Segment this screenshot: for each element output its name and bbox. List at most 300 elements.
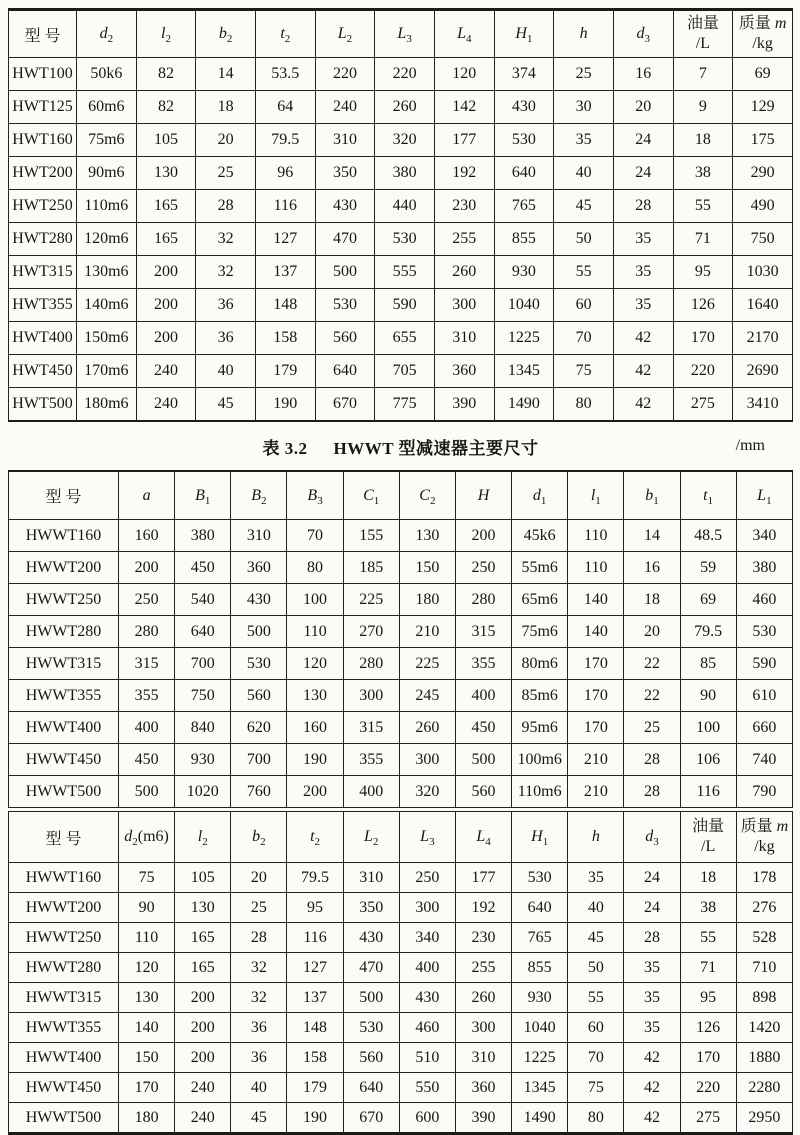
value-cell: 148 (255, 289, 315, 322)
value-cell: 158 (255, 322, 315, 355)
value-cell: 620 (231, 712, 287, 744)
value-cell: 95 (680, 983, 736, 1013)
value-cell: 140 (568, 616, 624, 648)
value-cell: 69 (733, 58, 793, 91)
value-cell: 250 (455, 552, 511, 584)
value-cell: 500 (343, 983, 399, 1013)
hwt-dimensions-table (8, 8, 793, 422)
value-cell: 240 (136, 355, 196, 388)
value-cell: 260 (434, 256, 494, 289)
value-cell: 32 (231, 953, 287, 983)
value-cell: 185 (343, 552, 399, 584)
value-cell: 355 (343, 744, 399, 776)
column-header: h (554, 10, 614, 58)
value-cell: 35 (613, 256, 673, 289)
table-row (9, 157, 793, 190)
value-cell: 380 (736, 552, 792, 584)
value-cell: 898 (736, 983, 792, 1013)
value-cell: 32 (231, 983, 287, 1013)
model-cell: HWWT450 (9, 744, 119, 776)
value-cell: 400 (119, 712, 175, 744)
value-cell: 528 (736, 923, 792, 953)
value-cell: 560 (315, 322, 375, 355)
value-cell: 20 (613, 91, 673, 124)
table-row (9, 1013, 793, 1043)
table-caption-strip (8, 422, 793, 470)
value-cell: 240 (315, 91, 375, 124)
value-cell: 220 (375, 58, 435, 91)
header-row (9, 10, 793, 58)
value-cell: 170 (568, 680, 624, 712)
value-cell: 179 (255, 355, 315, 388)
value-cell: 140 (568, 584, 624, 616)
value-cell: 16 (624, 552, 680, 584)
value-cell: 200 (455, 520, 511, 552)
value-cell: 170 (673, 322, 733, 355)
value-cell: 130 (287, 680, 343, 712)
value-cell: 170 (680, 1043, 736, 1073)
value-cell: 120m6 (77, 223, 137, 256)
value-cell: 3410 (733, 388, 793, 422)
value-cell: 430 (399, 983, 455, 1013)
value-cell: 220 (315, 58, 375, 91)
value-cell: 440 (375, 190, 435, 223)
value-cell: 790 (736, 776, 792, 808)
value-cell: 2280 (736, 1073, 792, 1103)
value-cell: 140 (119, 1013, 175, 1043)
model-cell: HWT250 (9, 190, 77, 223)
value-cell: 765 (494, 190, 554, 223)
value-cell: 42 (613, 355, 673, 388)
value-cell: 126 (680, 1013, 736, 1043)
value-cell: 700 (231, 744, 287, 776)
column-header: $l_2$ (175, 812, 231, 863)
value-cell: 1640 (733, 289, 793, 322)
table-row (9, 1073, 793, 1103)
table-row (9, 256, 793, 289)
value-cell: 840 (175, 712, 231, 744)
value-cell: 60 (554, 289, 614, 322)
value-cell: 350 (343, 893, 399, 923)
value-cell: 610 (736, 680, 792, 712)
table-row (9, 1103, 793, 1134)
value-cell: 36 (231, 1013, 287, 1043)
value-cell: 360 (455, 1073, 511, 1103)
value-cell: 430 (231, 584, 287, 616)
value-cell: 20 (196, 124, 256, 157)
value-cell: 340 (399, 923, 455, 953)
value-cell: 590 (375, 289, 435, 322)
value-cell: 200 (175, 1013, 231, 1043)
value-cell: 315 (343, 712, 399, 744)
value-cell: 710 (736, 953, 792, 983)
value-cell: 220 (673, 355, 733, 388)
column-header: $B_3$ (287, 471, 343, 520)
value-cell: 230 (434, 190, 494, 223)
column-header: $t_1$ (680, 471, 736, 520)
table-row (9, 355, 793, 388)
value-cell: 155 (343, 520, 399, 552)
value-cell: 79.5 (287, 863, 343, 893)
value-cell: 100m6 (512, 744, 568, 776)
value-cell: 500 (231, 616, 287, 648)
value-cell: 240 (175, 1073, 231, 1103)
model-cell: HWWT280 (9, 616, 119, 648)
value-cell: 69 (680, 584, 736, 616)
value-cell: 310 (315, 124, 375, 157)
value-cell: 2690 (733, 355, 793, 388)
value-cell: 120 (119, 953, 175, 983)
value-cell: 24 (624, 893, 680, 923)
value-cell: 315 (119, 648, 175, 680)
value-cell: 640 (512, 893, 568, 923)
model-cell: HWT355 (9, 289, 77, 322)
value-cell: 165 (175, 953, 231, 983)
model-cell: HWT450 (9, 355, 77, 388)
column-header: $t_2$ (255, 10, 315, 58)
value-cell: 40 (554, 157, 614, 190)
value-cell: 190 (287, 1103, 343, 1134)
value-cell: 36 (231, 1043, 287, 1073)
value-cell: 855 (494, 223, 554, 256)
value-cell: 230 (455, 923, 511, 953)
value-cell: 200 (136, 289, 196, 322)
value-cell: 129 (733, 91, 793, 124)
column-header: $L_4$ (455, 812, 511, 863)
value-cell: 116 (287, 923, 343, 953)
value-cell: 400 (343, 776, 399, 808)
value-cell: 560 (231, 680, 287, 712)
column-header: 油量 /L (680, 812, 736, 863)
value-cell: 210 (568, 744, 624, 776)
value-cell: 82 (136, 91, 196, 124)
value-cell: 142 (434, 91, 494, 124)
column-header: $C_1$ (343, 471, 399, 520)
value-cell: 130m6 (77, 256, 137, 289)
value-cell: 75 (568, 1073, 624, 1103)
value-cell: 140m6 (77, 289, 137, 322)
value-cell: 60m6 (77, 91, 137, 124)
value-cell: 555 (375, 256, 435, 289)
value-cell: 190 (255, 388, 315, 422)
value-cell: 82 (136, 58, 196, 91)
value-cell: 260 (399, 712, 455, 744)
value-cell: 300 (343, 680, 399, 712)
value-cell: 1420 (736, 1013, 792, 1043)
value-cell: 240 (175, 1103, 231, 1134)
column-header: $d_3$ (613, 10, 673, 58)
value-cell: 42 (613, 322, 673, 355)
model-cell: HWWT315 (9, 648, 119, 680)
value-cell: 315 (455, 616, 511, 648)
value-cell: 340 (736, 520, 792, 552)
value-cell: 28 (624, 923, 680, 953)
value-cell: 9 (673, 91, 733, 124)
value-cell: 116 (680, 776, 736, 808)
value-cell: 160 (287, 712, 343, 744)
value-cell: 120 (287, 648, 343, 680)
header-row (9, 471, 793, 520)
value-cell: 765 (512, 923, 568, 953)
value-cell: 20 (624, 616, 680, 648)
value-cell: 110m6 (512, 776, 568, 808)
value-cell: 165 (136, 223, 196, 256)
value-cell: 24 (613, 124, 673, 157)
value-cell: 530 (494, 124, 554, 157)
value-cell: 90m6 (77, 157, 137, 190)
value-cell: 175 (733, 124, 793, 157)
value-cell: 255 (455, 953, 511, 983)
table-row (9, 863, 793, 893)
value-cell: 760 (231, 776, 287, 808)
value-cell: 45 (568, 923, 624, 953)
value-cell: 28 (624, 744, 680, 776)
value-cell: 1040 (494, 289, 554, 322)
value-cell: 148 (287, 1013, 343, 1043)
model-cell: HWWT500 (9, 776, 119, 808)
model-cell: HWWT315 (9, 983, 119, 1013)
model-cell: HWWT200 (9, 893, 119, 923)
value-cell: 530 (375, 223, 435, 256)
model-cell: HWWT400 (9, 1043, 119, 1073)
value-cell: 42 (624, 1043, 680, 1073)
value-cell: 560 (343, 1043, 399, 1073)
value-cell: 18 (673, 124, 733, 157)
value-cell: 470 (343, 953, 399, 983)
value-cell: 170 (119, 1073, 175, 1103)
model-cell: HWT100 (9, 58, 77, 91)
model-cell: HWT315 (9, 256, 77, 289)
value-cell: 192 (434, 157, 494, 190)
value-cell: 100 (680, 712, 736, 744)
value-cell: 130 (399, 520, 455, 552)
value-cell: 38 (680, 893, 736, 923)
value-cell: 460 (736, 584, 792, 616)
value-cell: 310 (343, 863, 399, 893)
value-cell: 105 (136, 124, 196, 157)
column-header: 型 号 (9, 471, 119, 520)
value-cell: 53.5 (255, 58, 315, 91)
column-header: 质量 m /kg (736, 812, 792, 863)
value-cell: 18 (196, 91, 256, 124)
value-cell: 705 (375, 355, 435, 388)
value-cell: 35 (554, 124, 614, 157)
value-cell: 45k6 (512, 520, 568, 552)
value-cell: 22 (624, 648, 680, 680)
value-cell: 220 (680, 1073, 736, 1103)
value-cell: 70 (554, 322, 614, 355)
table-row (9, 190, 793, 223)
value-cell: 500 (455, 744, 511, 776)
value-cell: 106 (680, 744, 736, 776)
value-cell: 670 (343, 1103, 399, 1134)
value-cell: 250 (399, 863, 455, 893)
value-cell: 460 (399, 1013, 455, 1043)
value-cell: 45 (231, 1103, 287, 1134)
table-row (9, 953, 793, 983)
value-cell: 59 (680, 552, 736, 584)
value-cell: 35 (613, 289, 673, 322)
value-cell: 225 (343, 584, 399, 616)
value-cell: 25 (624, 712, 680, 744)
value-cell: 100 (287, 584, 343, 616)
value-cell: 55 (680, 923, 736, 953)
value-cell: 42 (624, 1073, 680, 1103)
value-cell: 1490 (512, 1103, 568, 1134)
column-header: $l_1$ (568, 471, 624, 520)
value-cell: 28 (196, 190, 256, 223)
hwwt-shaft-dimensions-table (8, 811, 793, 1135)
value-cell: 380 (375, 157, 435, 190)
table-row (9, 388, 793, 422)
value-cell: 490 (733, 190, 793, 223)
column-header: $H_1$ (494, 10, 554, 58)
value-cell: 38 (673, 157, 733, 190)
value-cell: 640 (343, 1073, 399, 1103)
value-cell: 79.5 (680, 616, 736, 648)
value-cell: 150 (119, 1043, 175, 1073)
value-cell: 470 (315, 223, 375, 256)
column-header: $d_3$ (624, 812, 680, 863)
value-cell: 60 (568, 1013, 624, 1043)
table-row (9, 893, 793, 923)
column-header: $L_3$ (399, 812, 455, 863)
table-row (9, 58, 793, 91)
value-cell: 1020 (175, 776, 231, 808)
value-cell: 374 (494, 58, 554, 91)
value-cell: 590 (736, 648, 792, 680)
column-header: 型 号 (9, 10, 77, 58)
value-cell: 200 (136, 256, 196, 289)
value-cell: 640 (175, 616, 231, 648)
value-cell: 150 (399, 552, 455, 584)
unit-label: /mm (735, 437, 765, 454)
value-cell: 180m6 (77, 388, 137, 422)
value-cell: 32 (196, 256, 256, 289)
value-cell: 7 (673, 58, 733, 91)
value-cell: 137 (255, 256, 315, 289)
column-header: $l_2$ (136, 10, 196, 58)
value-cell: 192 (455, 893, 511, 923)
model-cell: HWWT200 (9, 552, 119, 584)
value-cell: 14 (624, 520, 680, 552)
value-cell: 116 (255, 190, 315, 223)
model-cell: HWWT160 (9, 863, 119, 893)
value-cell: 25 (231, 893, 287, 923)
value-cell: 24 (624, 863, 680, 893)
table-row (9, 648, 793, 680)
value-cell: 40 (568, 893, 624, 923)
table-row (9, 552, 793, 584)
value-cell: 280 (119, 616, 175, 648)
value-cell: 240 (136, 388, 196, 422)
value-cell: 1030 (733, 256, 793, 289)
value-cell: 300 (455, 1013, 511, 1043)
column-header: $H_1$ (512, 812, 568, 863)
value-cell: 170m6 (77, 355, 137, 388)
table-title: HWWT 型减速器主要尺寸 (333, 438, 539, 458)
value-cell: 18 (680, 863, 736, 893)
value-cell: 640 (494, 157, 554, 190)
model-cell: HWWT500 (9, 1103, 119, 1134)
value-cell: 360 (434, 355, 494, 388)
value-cell: 500 (119, 776, 175, 808)
value-cell: 55 (568, 983, 624, 1013)
value-cell: 90 (680, 680, 736, 712)
value-cell: 50 (554, 223, 614, 256)
model-cell: HWWT355 (9, 680, 119, 712)
table-row (9, 744, 793, 776)
value-cell: 160 (119, 520, 175, 552)
column-header: $d_2(m6)$ (119, 812, 175, 863)
value-cell: 48.5 (680, 520, 736, 552)
model-cell: HWWT450 (9, 1073, 119, 1103)
value-cell: 105 (175, 863, 231, 893)
value-cell: 64 (255, 91, 315, 124)
value-cell: 750 (175, 680, 231, 712)
value-cell: 50 (568, 953, 624, 983)
column-header: 型 号 (9, 812, 119, 863)
value-cell: 400 (455, 680, 511, 712)
value-cell: 200 (175, 983, 231, 1013)
column-header: $b_2$ (196, 10, 256, 58)
model-cell: HWWT250 (9, 923, 119, 953)
value-cell: 65m6 (512, 584, 568, 616)
value-cell: 16 (613, 58, 673, 91)
table-row (9, 712, 793, 744)
value-cell: 28 (231, 923, 287, 953)
model-cell: HWT200 (9, 157, 77, 190)
value-cell: 200 (175, 1043, 231, 1073)
value-cell: 79.5 (255, 124, 315, 157)
model-cell: HWWT250 (9, 584, 119, 616)
value-cell: 260 (455, 983, 511, 1013)
value-cell: 1345 (494, 355, 554, 388)
value-cell: 71 (680, 953, 736, 983)
value-cell: 660 (736, 712, 792, 744)
column-header: 油量 /L (673, 10, 733, 58)
value-cell: 120 (434, 58, 494, 91)
table-row (9, 584, 793, 616)
value-cell: 2170 (733, 322, 793, 355)
table-row (9, 923, 793, 953)
value-cell: 55m6 (512, 552, 568, 584)
model-cell: HWWT160 (9, 520, 119, 552)
value-cell: 225 (399, 648, 455, 680)
value-cell: 170 (568, 712, 624, 744)
value-cell: 550 (399, 1073, 455, 1103)
value-cell: 28 (613, 190, 673, 223)
model-cell: HWWT355 (9, 1013, 119, 1043)
value-cell: 25 (196, 157, 256, 190)
column-header: $L_2$ (343, 812, 399, 863)
column-header: $t_2$ (287, 812, 343, 863)
hwwt-main-dimensions-table (8, 470, 793, 808)
value-cell: 430 (343, 923, 399, 953)
value-cell: 250 (119, 584, 175, 616)
table-row (9, 223, 793, 256)
value-cell: 700 (175, 648, 231, 680)
value-cell: 28 (624, 776, 680, 808)
value-cell: 14 (196, 58, 256, 91)
value-cell: 55 (554, 256, 614, 289)
value-cell: 245 (399, 680, 455, 712)
value-cell: 270 (343, 616, 399, 648)
value-cell: 18 (624, 584, 680, 616)
value-cell: 40 (231, 1073, 287, 1103)
value-cell: 80m6 (512, 648, 568, 680)
value-cell: 380 (175, 520, 231, 552)
